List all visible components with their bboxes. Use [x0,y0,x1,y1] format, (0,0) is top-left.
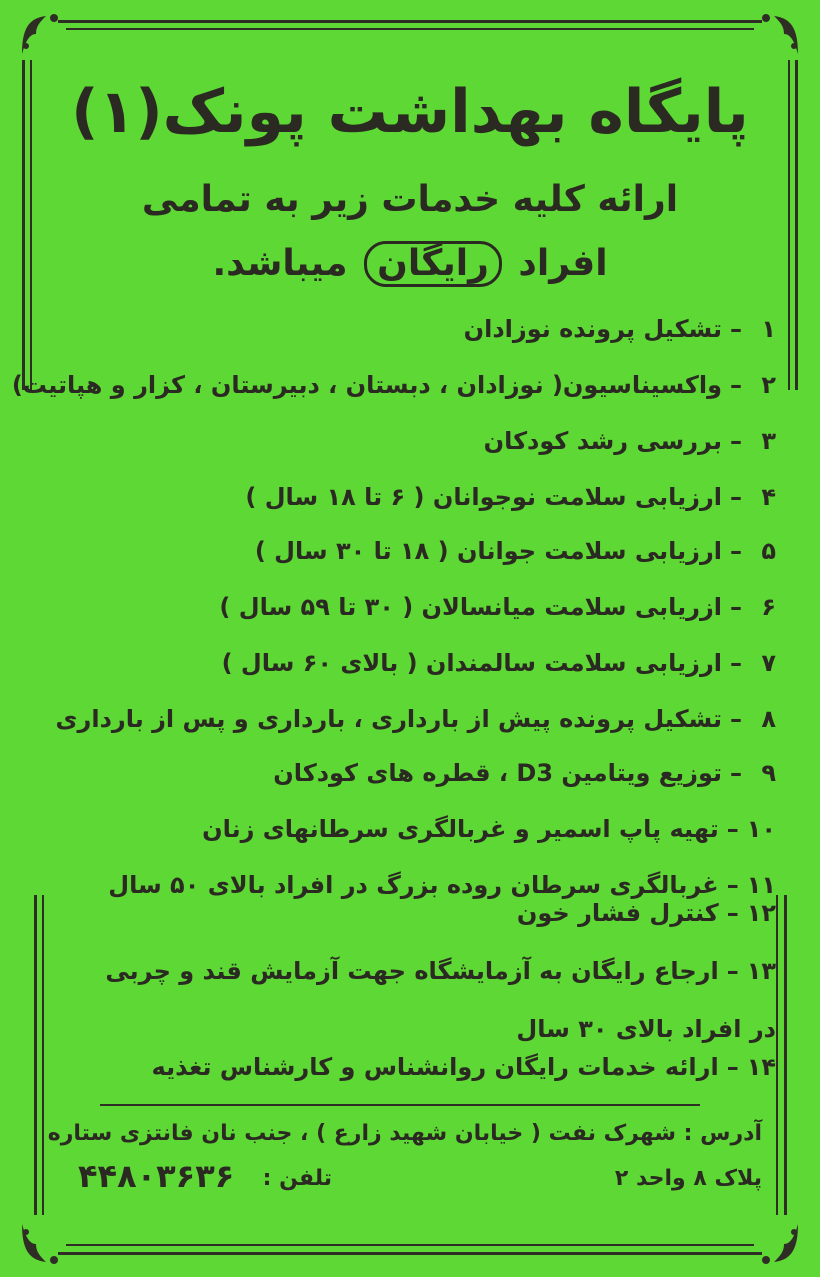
item-text: ارزیابی سلامت نوجوانان ( ۶ تا ۱۸ سال ) [245,483,722,511]
item-number: ۹ [761,759,776,787]
item-number: ۷ [761,649,776,677]
item-text: توزیع ویتامین D3 ، قطره های کودکان [273,759,722,787]
corner-ornament-icon [754,1220,802,1268]
frame-right-outer-upper [795,60,798,390]
item-number: ۴ [761,483,776,511]
phone-label: تلفن : [262,1166,332,1191]
item-text: کنترل فشار خون [516,899,719,927]
corner-ornament-icon [18,10,66,58]
frame-right-outer-lower [784,895,787,1215]
frame-top-inner [66,28,754,30]
intro-line-2-start: افراد [518,243,608,284]
item-text: غربالگری سرطان روده بزرگ در افراد بالای ۵۰ سال [108,871,719,899]
item-number: ۱ [761,315,776,343]
list-item: ۳–بررسی رشد کودکان [36,424,776,458]
item-number: ۶ [761,593,776,621]
item-text: تهیه پاپ اسمیر و غربالگری سرطانهای زنان [202,815,719,843]
intro-line-2 [80,240,740,288]
intro-line-1: ارائه کلیه خدمات زیر به تمامی [141,179,679,220]
address-line: آدرس : شهرک نفت ( خیابان شهید زارع ) ، جنب نان فانتزی ستاره [47,1121,762,1146]
list-item: ۸–تشکیل پرونده پیش از بارداری ، بارداری و پس از بارداری [36,702,776,736]
intro-line-2-end: میباشد. [212,243,348,284]
list-item: ۱–تشکیل پرونده نوزادان [36,312,776,346]
list-item: ۱۱–غربالگری سرطان روده بزرگ در افراد بالای ۵۰ سال [36,868,776,902]
item-number: ۱۴ [746,1053,776,1081]
frame-left-outer-upper [22,60,25,390]
item-text: ارجاع رایگان به آزمایشگاه جهت آزمایش قند و چربی در افراد بالای ۳۰ سال [105,957,776,1043]
corner-ornament-icon [754,10,802,58]
item-number: ۵ [761,537,776,565]
list-item: ۴–ارزیابی سلامت نوجوانان ( ۶ تا ۱۸ سال ) [36,480,776,514]
item-number: ۱۲ [746,899,776,927]
item-text: ارزیابی سلامت جوانان ( ۱۸ تا ۳۰ سال ) [254,537,722,565]
item-text: ارائه خدمات رایگان روانشناس و کارشناس تغذیه [151,1053,719,1081]
item-number: ۸ [761,705,776,733]
frame-top-outer [58,20,762,23]
list-item: ۶–ازریابی سلامت میانسالان ( ۳۰ تا ۵۹ سال ) [36,590,776,624]
item-number: ۱۱ [746,871,776,899]
list-item: ۹–توزیع ویتامین D3 ، قطره های کودکان [36,756,776,790]
frame-left-inner-upper [30,60,32,390]
item-text: واکسیناسیون( نوزادان ، دبستان ، دبیرستان ، کزار و هپاتیت) [11,371,722,399]
item-number: ۲ [761,371,776,399]
list-item: ۲–واکسیناسیون( نوزادان ، دبستان ، دبیرستان ، کزار و هپاتیت) [36,368,776,402]
list-item: ۱۴–ارائه خدمات رایگان روانشناس و کارشناس تغذیه [36,1050,776,1084]
item-text: تشکیل پرونده نوزادان [463,315,722,343]
footer-divider [100,1104,700,1106]
corner-ornament-icon [18,1220,66,1268]
item-number: ۱۳ [746,957,776,985]
list-item: ۱۲–کنترل فشار خون [36,896,776,930]
frame-bottom-inner [66,1244,754,1246]
item-number: ۱۰ [746,815,776,843]
item-text: بررسی رشد کودکان [483,427,722,455]
list-item: ۵–ارزیابی سلامت جوانان ( ۱۸ تا ۳۰ سال ) [36,534,776,568]
list-item: ۱۰–تهیه پاپ اسمیر و غربالگری سرطانهای زنان [36,812,776,846]
frame-bottom-outer [58,1252,762,1255]
list-item: ۷–ارزیابی سلامت سالمندان ( بالای ۶۰ سال ) [36,646,776,680]
unit-line: پلاک ۸ واحد ۲ [614,1166,762,1191]
frame-right-inner-upper [788,60,790,390]
list-item: ۱۳–ارجاع رایگان به آزمایشگاه جهت آزمایش قند و چربی در افراد بالای ۳۰ سال [76,942,776,1058]
item-text: ارزیابی سلامت سالمندان ( بالای ۶۰ سال ) [221,649,722,677]
item-text: تشکیل پرونده پیش از بارداری ، بارداری و پس از بارداری [55,705,722,733]
phone-number: ۴۴۸۰۳۶۳۶ [78,1157,235,1195]
item-number: ۳ [761,427,776,455]
page-title: پایگاه بهداشت پونک(۱) [71,77,749,147]
free-badge: رایگان [364,241,502,287]
item-text: ازریابی سلامت میانسالان ( ۳۰ تا ۵۹ سال ) [219,593,722,621]
frame-right-inner-lower [776,895,778,1215]
